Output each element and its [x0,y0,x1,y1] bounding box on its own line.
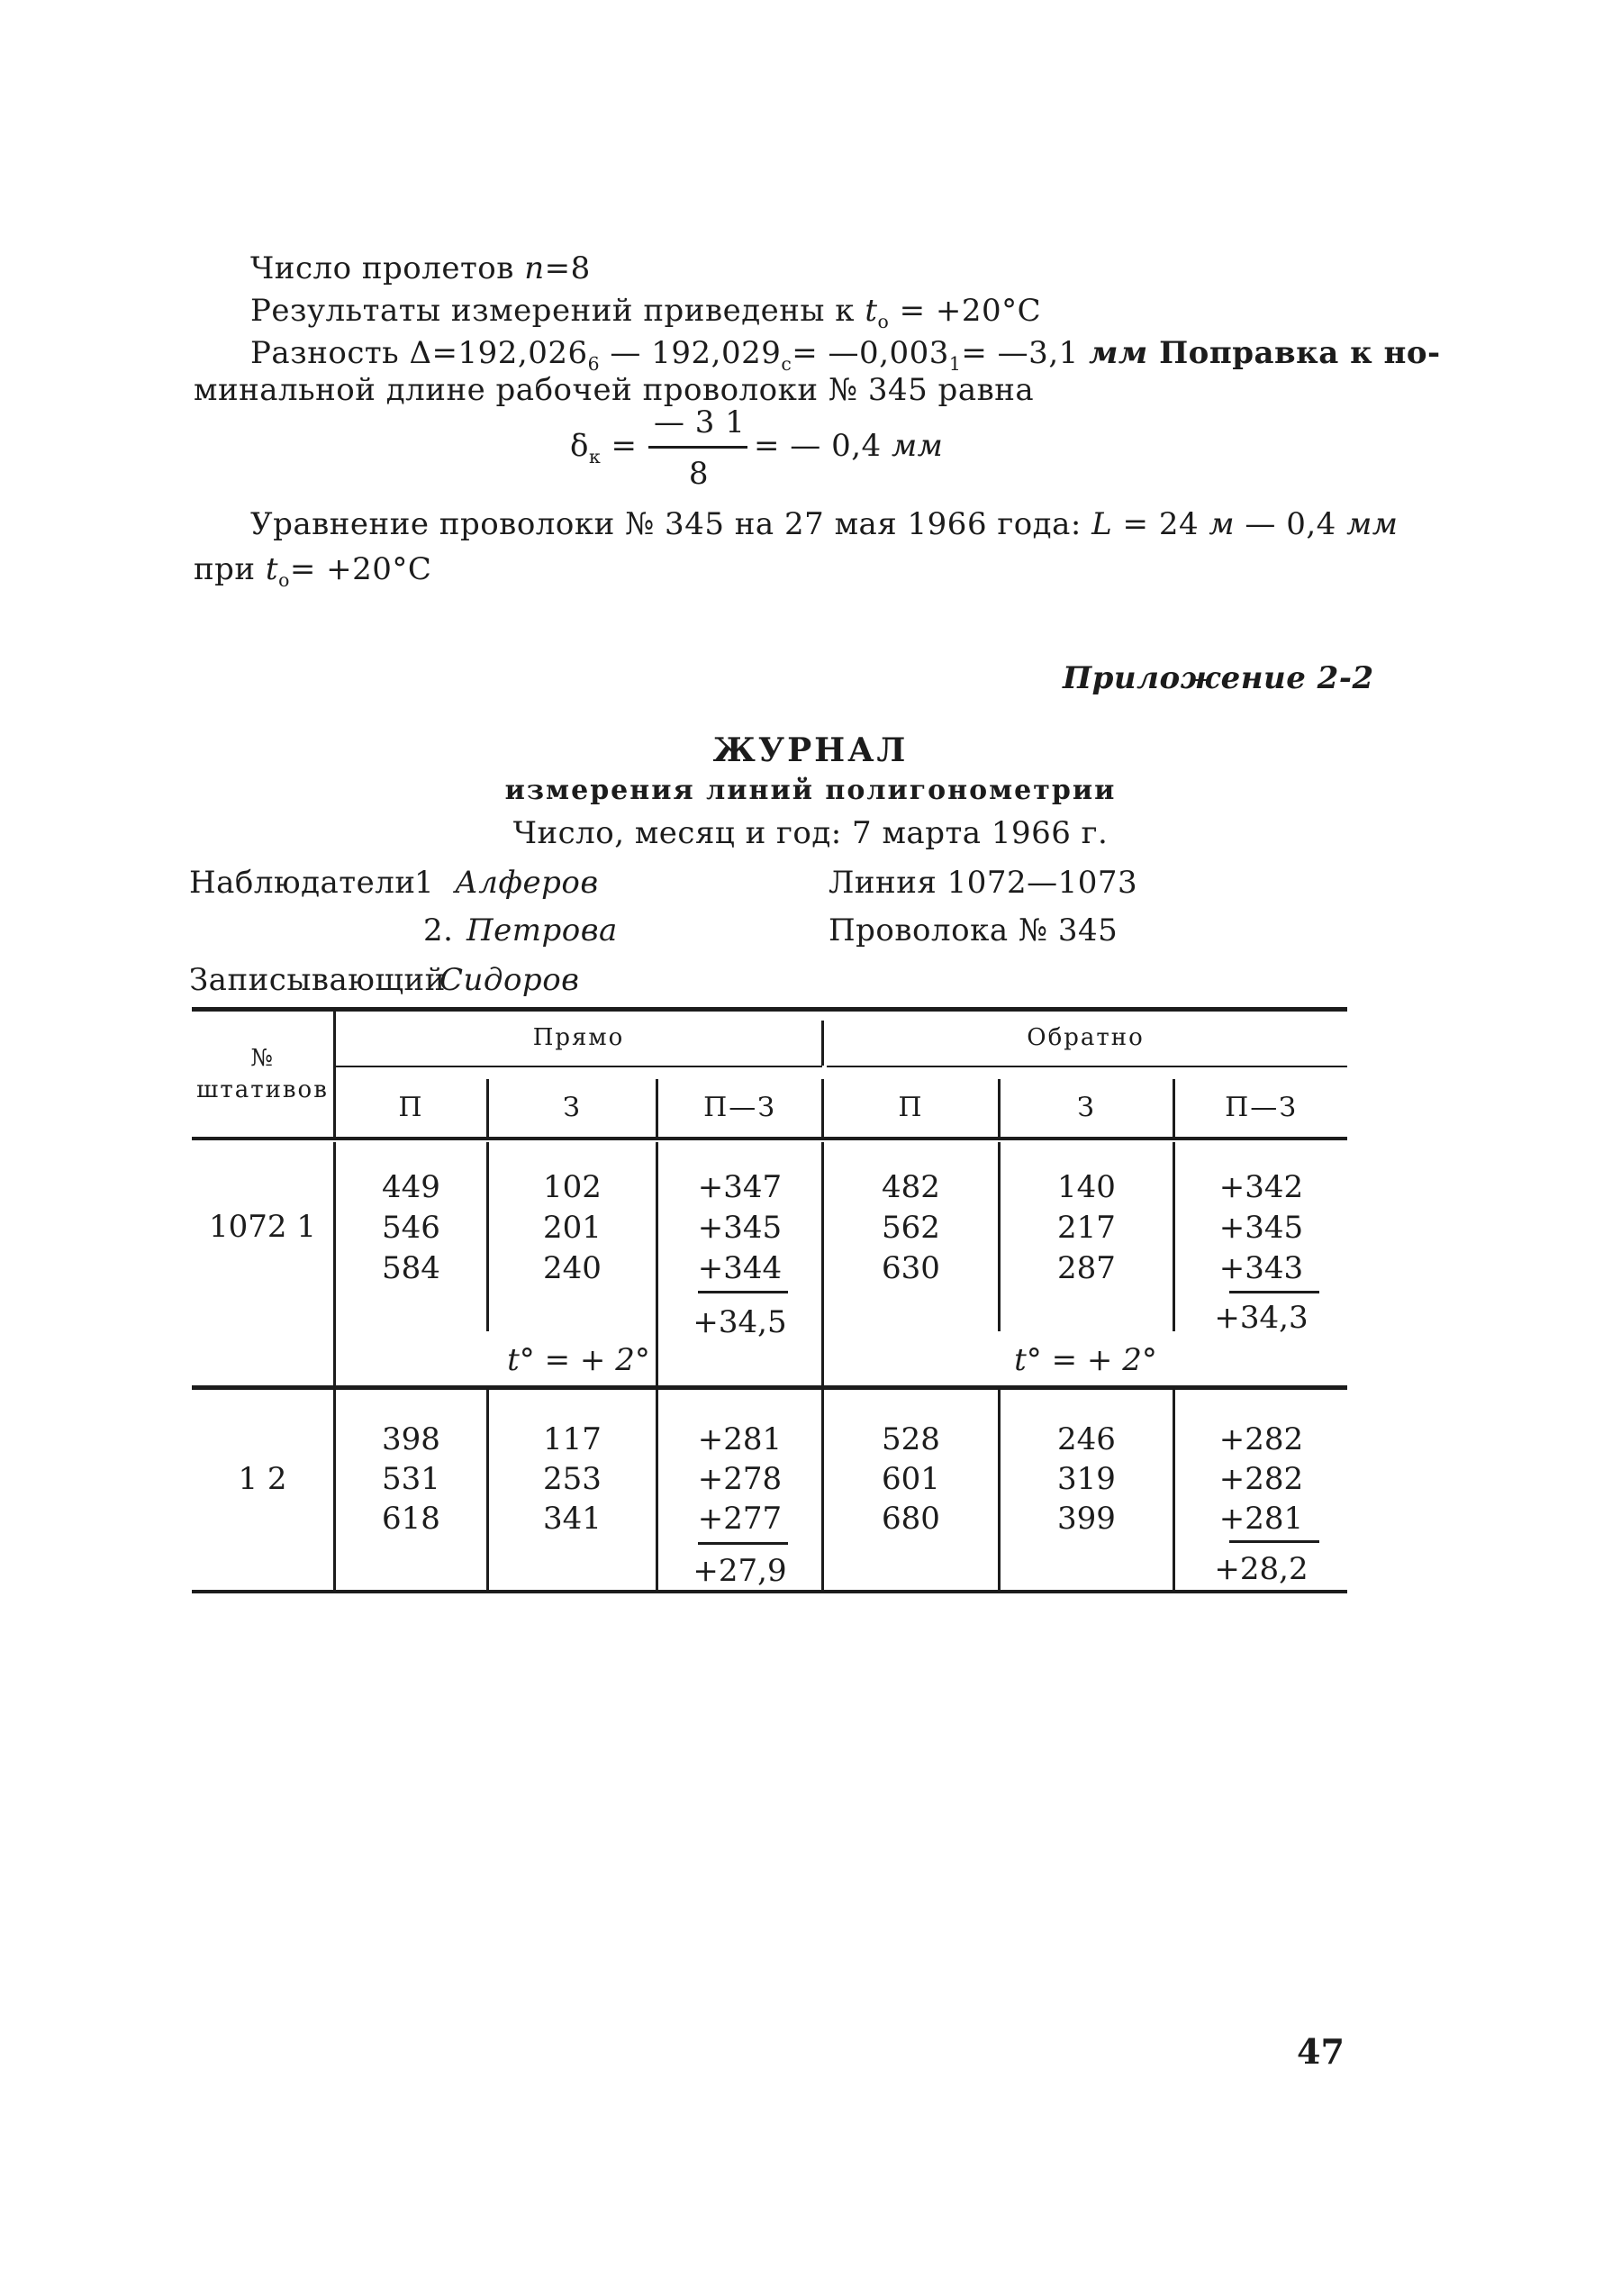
cell-forward-z: 201 [543,1210,602,1246]
mean-back: +34,3 [1214,1300,1309,1336]
diff-part-2: — 192,029 [600,335,782,371]
diff-unit: мм [1089,335,1148,371]
spans-var: n [524,250,545,286]
formula-equals: = [611,428,638,464]
observer-2-number: 2. [423,912,454,948]
formula-numerator: — 3 1 [654,404,746,440]
table-top-rule [192,1007,1347,1012]
cell-forward-p: 531 [382,1461,440,1497]
eq-unit-mm: мм [1346,506,1399,542]
cell-back-z: 246 [1057,1421,1116,1457]
recorder-name: Сидоров [439,962,580,998]
wire-equation-line [250,506,1399,542]
formula-rhs [754,428,943,464]
diff-sub-3: 1 [948,352,962,375]
journal-subtitle: измерения линий полигонометрии [504,775,1117,806]
observers-label: Наблюдатели [189,865,416,901]
cell-forward-pz: +278 [697,1461,783,1497]
cell-back-p: 630 [882,1250,940,1286]
formula-value: = — 0,4 [754,428,892,464]
cell-forward-p: 618 [382,1501,440,1537]
eq-part-1: = 24 [1112,506,1209,542]
group-forward: Прямо [532,1024,625,1051]
temp-back: t° = + 2° [1014,1342,1157,1378]
col-forward-pz: П—З [703,1092,776,1123]
cell-back-p: 482 [882,1169,940,1205]
diff-sub-2: c [781,352,792,375]
cell-forward-p: 449 [382,1169,440,1205]
observer-1-name: Алферов [455,865,599,901]
cell-back-z: 319 [1057,1461,1116,1497]
cell-forward-z: 341 [543,1501,602,1537]
back-group-rule [827,1066,1347,1067]
cell-forward-z: 102 [543,1169,602,1205]
appendix-label: Приложение 2-2 [1063,660,1374,696]
diff-tail: Поправка к но- [1147,335,1441,371]
formula-delta: δ [570,428,589,464]
group-back: Обратно [1027,1024,1145,1051]
station-label: 1072 1 [209,1209,316,1245]
formula-lhs [570,428,638,467]
formula-delta-sub: к [588,445,602,467]
cell-forward-pz: +277 [697,1501,783,1537]
line-label: Линия 1072—1073 [829,865,1138,901]
cell-back-pz: +345 [1218,1210,1304,1246]
journal-date: Число, месяц и год: 7 марта 1966 г. [512,815,1109,851]
cell-back-z: 217 [1057,1210,1116,1246]
table-header-rule [192,1137,1347,1140]
eq-t: t [265,551,279,587]
observer-2-name: Петрова [466,912,618,948]
eq-part-2: — 0,4 [1235,506,1347,542]
col-forward-z: З [563,1092,582,1123]
cell-back-z: 287 [1057,1250,1116,1286]
eq-temp-label: при [194,551,266,587]
col-forward-p: П [398,1092,424,1123]
mean-forward: +34,5 [693,1304,787,1340]
results-value: = +20°С [889,293,1042,329]
col-station-number: № [250,1045,275,1072]
cell-back-z: 399 [1057,1501,1116,1537]
spans-label: Число пролетов [250,250,525,286]
cell-forward-p: 584 [382,1250,440,1286]
mean-forward: +27,9 [693,1553,787,1589]
cell-back-z: 140 [1057,1169,1116,1205]
sum-underline [1229,1540,1319,1543]
formula-unit: мм [891,428,944,464]
cell-back-pz: +282 [1218,1461,1304,1497]
difference-line [250,335,1441,375]
eq-t-sub: o [278,568,290,591]
temp-forward: t° = + 2° [507,1342,650,1378]
correction-line: минальной длине рабочей проволоки № 345 равна [194,372,1035,408]
cell-back-pz: +343 [1218,1250,1304,1286]
cell-forward-z: 253 [543,1461,602,1497]
eq-temp-value: = +20°С [289,551,432,587]
observer-1-number: 1 [414,865,435,901]
page-number: 47 [1297,2031,1345,2072]
col-back-p: П [898,1092,924,1123]
cell-back-p: 528 [882,1421,940,1457]
spans-value: =8 [544,250,591,286]
diff-sub-1: 6 [587,352,601,375]
cell-forward-pz: +344 [697,1250,783,1286]
cell-back-p: 680 [882,1501,940,1537]
eq-unit-m: м [1209,506,1236,542]
diff-part-4: = —3,1 [961,335,1090,371]
cell-back-p: 601 [882,1461,940,1497]
results-line [250,293,1041,332]
cell-forward-pz: +347 [697,1169,783,1205]
cell-forward-z: 117 [543,1421,602,1457]
cell-forward-p: 398 [382,1421,440,1457]
station-label: 1 2 [238,1461,287,1497]
eq-label: Уравнение проволоки № 345 на 27 мая 1966 года: [250,506,1092,542]
results-t-sub: o [877,310,890,332]
sum-underline [698,1542,788,1545]
recorder-label: Записывающий [189,962,446,998]
diff-part-1: Разность Δ=192,026 [250,335,588,371]
cell-back-pz: +342 [1218,1169,1304,1205]
cell-back-pz: +282 [1218,1421,1304,1457]
formula-denominator: 8 [688,456,710,492]
wire-label: Проволока № 345 [829,912,1118,948]
col-station-label: штативов [196,1076,329,1103]
cell-back-p: 562 [882,1210,940,1246]
fraction-bar [648,446,747,449]
cell-back-pz: +281 [1218,1501,1304,1537]
results-t: t [865,293,878,329]
sum-underline [1229,1291,1319,1293]
journal-title: ЖУРНАЛ [712,731,909,769]
sum-underline [698,1291,788,1293]
col-back-pz: П—З [1225,1092,1298,1123]
cell-forward-p: 546 [382,1210,440,1246]
cell-forward-pz: +281 [697,1421,783,1457]
col-back-z: З [1077,1092,1096,1123]
mean-back: +28,2 [1214,1551,1309,1587]
eq-L: L [1091,506,1113,542]
cell-forward-z: 240 [543,1250,602,1286]
results-label: Результаты измерений приведены к [250,293,865,329]
forward-group-rule [336,1066,822,1067]
diff-part-3: = —0,003 [792,335,949,371]
wire-equation-temp [194,551,431,591]
spans-line [250,250,591,286]
cell-forward-pz: +345 [697,1210,783,1246]
